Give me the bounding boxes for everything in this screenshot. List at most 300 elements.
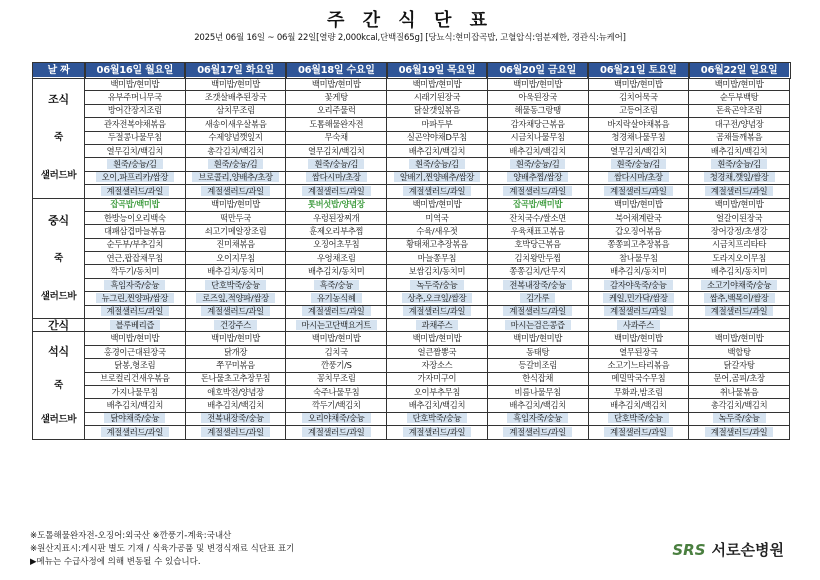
dinner-menu-item [588,426,689,439]
dinner-row [33,426,790,439]
menu-item-text: 백미밥/현미밥 [613,78,663,89]
dinner-menu-item [185,372,286,385]
lunch-menu-item [387,278,488,291]
menu-item-text: 계절샐러드/과일 [503,186,572,196]
lunch-menu-item [286,238,387,251]
breakfast-menu-item [185,131,286,144]
dinner-menu-item [85,412,186,425]
menu-item-text: 소고기느타리볶음 [607,359,670,370]
menu-item-text: 쌈다시마/초장 [608,172,669,182]
menu-item-text: 참나물무침 [619,252,658,263]
breakfast-menu-item [85,91,186,104]
menu-item-text: 계절샐러드/과일 [403,186,472,196]
lunch-menu-item [487,305,588,318]
menu-item-text: 과채주스 [416,320,459,330]
lunch-menu-item [85,265,186,278]
menu-item-text: 백미밥/현미밥 [714,78,764,89]
lunch-menu-item [588,305,689,318]
breakfast-menu-item [487,158,588,171]
menu-item-text: 백미밥/현미밥 [412,333,462,344]
weekly-menu-table [32,62,790,440]
menu-item-text: 계절샐러드/과일 [201,186,270,196]
menu-item-text: 흰죽/숭늉/김 [208,159,264,169]
dinner-menu-item [588,359,689,372]
meal-label-porridge: 죽 [54,379,63,391]
menu-item-text: 전복내장죽/숭늉 [201,413,270,423]
lunch-menu-item [85,252,186,265]
menu-item-text: 계절샐러드/과일 [201,306,270,316]
menu-item-text: 청경채,깻잎/쌈장 [704,172,775,182]
menu-item-text: 소고기야채죽/숭늉 [701,280,777,290]
menu-item-text: 한방능이오리백숙 [103,212,166,223]
dinner-menu-item [689,359,790,372]
menu-item-text: 꽁치무조림 [316,373,356,384]
lunch-menu-item [487,252,588,265]
lunch-menu-item [487,292,588,305]
lunch-menu-item [85,305,186,318]
lunch-row [33,225,790,238]
dinner-menu-item [387,332,488,345]
menu-item-text: 꽃게탕 [324,92,348,103]
menu-item-text: 단호박죽/숭늉 [205,280,266,290]
menu-item-text: 문어,곰피/초장 [713,373,765,384]
menu-item-text: 깍두기/백김치 [311,400,361,411]
menu-item-text: 총각김치/백김치 [207,145,264,156]
menu-item-text: 떡만두국 [220,212,251,223]
dinner-menu-item [588,345,689,358]
menu-item-text: 얼큰짬뽕국 [417,346,457,357]
lunch-menu-item [588,211,689,224]
lunch-row [33,198,790,211]
breakfast-row [33,171,790,184]
menu-item-text: 비름나물무침 [514,386,561,397]
menu-item-text: 김치국 [324,346,348,357]
breakfast-menu-item [588,118,689,131]
snack-row [33,319,790,332]
meal-label-salad: 샐러드바 [40,290,77,302]
dinner-menu-item [286,426,387,439]
menu-item-text: 대구전/양념장 [714,118,764,129]
menu-item-text: 시금치프리타타 [712,239,767,250]
lunch-menu-item [185,198,286,211]
menu-item-text: 계절샐러드/과일 [705,306,774,316]
menu-item-text: 계절샐러드/과일 [302,427,371,437]
menu-item-text: 우엉채조림 [316,252,356,263]
breakfast-row [33,91,790,104]
menu-item-text: 우육채표고볶음 [510,225,565,236]
header-row [33,63,790,78]
breakfast-menu-item [487,118,588,131]
lunch-menu-item [689,252,790,265]
snack-menu-item [487,319,588,332]
breakfast-menu-item [85,185,186,198]
menu-item-text: 흑죽/숭늉 [314,280,359,290]
breakfast-menu-item [588,91,689,104]
menu-item-text: 계절샐러드/과일 [705,427,774,437]
dinner-menu-item [689,399,790,412]
menu-item-text: 시래기된장국 [413,92,461,103]
menu-item-text: 진미채볶음 [216,239,255,250]
menu-item-text: 닭살갯잎볶음 [413,105,461,116]
breakfast-menu-item [286,104,387,117]
dinner-menu-item [387,359,488,372]
dinner-menu-item [588,399,689,412]
lunch-menu-item [487,278,588,291]
dinner-menu-item [689,332,790,345]
dinner-menu-item [286,412,387,425]
breakfast-menu-item [85,131,186,144]
dinner-menu-item [689,412,790,425]
menu-item-text: 마시는검은콩즙 [505,320,571,330]
menu-item-text: 쫑쫑김치/단무지 [509,266,566,277]
menu-item-text: 수제양념깻잎지 [208,132,263,143]
menu-item-text: 두절콩나물무침 [107,132,162,143]
dinner-menu-item [689,372,790,385]
menu-item-text: 녹두죽/숭늉 [410,280,463,290]
breakfast-menu-item [387,91,488,104]
dinner-menu-item [286,359,387,372]
breakfast-menu-item [588,158,689,171]
lunch-menu-item [487,198,588,211]
menu-item-text: 브로컬리건새우볶음 [100,373,170,384]
dinner-menu-item [387,412,488,425]
menu-item-text: 전복내장죽/숭늉 [503,280,572,290]
lunch-menu-item [387,198,488,211]
menu-item-text: 조갯살배추된장국 [204,92,267,103]
lunch-menu-item [588,198,689,211]
breakfast-menu-item [286,91,387,104]
page-subtitle: 2025년 06월 16일 ~ 06월 22일[열량 2,000kcal,단백질65g] [당뇨식:현미잡곡밥, 고혈압식:염분제한, 경관식:뉴케어] [194,33,626,43]
dinner-menu-item [487,372,588,385]
lunch-menu-item [588,225,689,238]
menu-item-text: 바지락살야채볶음 [607,118,670,129]
dinner-menu-item [387,385,488,398]
meal-label-dinner: 석식 [48,345,69,359]
breakfast-menu-item [185,91,286,104]
day-header: 06월22일 일요일 [689,63,790,78]
menu-item-text: 양배추찜/쌈장 [507,172,568,182]
menu-item-text: 연근,팝잡채무침 [106,252,164,263]
menu-item-text: 배추김치/백김치 [207,400,264,411]
lunch-menu-item [185,292,286,305]
lunch-menu-item [286,211,387,224]
menu-item-text: 아욱된장국 [518,92,557,103]
menu-item-text: 배추김치/동치미 [710,266,768,277]
menu-item-text: 무화과,밤조림 [614,386,663,397]
menu-item-text: 계절샐러드/과일 [101,427,170,437]
menu-item-text: 배추김치/백김치 [408,400,466,411]
menu-item-text: 쌈추,백목이/쌈장 [704,293,775,303]
breakfast-menu-item [487,104,588,117]
menu-item-text: 상추,오크잎/쌈장 [402,293,473,303]
dinner-menu-item [487,426,588,439]
menu-item-text: 김치어묵국 [619,92,658,103]
menu-item-text: 흑임자죽/숭늉 [104,280,165,290]
menu-item-text: 고등어조림 [619,105,658,116]
breakfast-menu-item [689,144,790,157]
lunch-menu-item [689,225,790,238]
lunch-menu-item [487,211,588,224]
menu-item-text: 계절샐러드/과일 [302,186,371,196]
footer-note-1: ※도톨해물완자전-오징어:외국산 ※깐풍기-계육:국내산 [30,531,232,541]
breakfast-menu-item [487,185,588,198]
menu-item-text: 돈나물초고추장무침 [200,373,271,384]
lunch-row [33,252,790,265]
menu-item-text: 미역국 [425,212,449,223]
dinner-menu-item [185,359,286,372]
menu-item-text: 오이지무침 [216,252,255,263]
menu-item-text: 백미밥/현미밥 [110,333,160,344]
lunch-row [33,265,790,278]
lunch-menu-item [387,265,488,278]
menu-item-text: 배추김치/백김치 [509,400,566,411]
menu-item-text: 계절샐러드/과일 [705,186,774,196]
breakfast-menu-item [689,78,790,91]
menu-item-text: 우렁된장찌개 [313,212,360,223]
menu-item-text: 무숙채 [324,132,348,143]
menu-item-text: 녹두죽/숭늉 [713,413,766,423]
menu-item-text: 백미밥/현미밥 [311,78,361,89]
breakfast-row [33,144,790,157]
menu-item-text: 마시는고단백요거트 [296,320,377,330]
menu-item-text: 장어강정/초생강 [710,225,768,236]
breakfast-menu-item [689,104,790,117]
menu-item-text: 곰채들깨볶음 [715,132,763,143]
breakfast-menu-item [286,131,387,144]
snack-label-cell: 간식 [33,319,85,332]
menu-item-text: 쇠고기메알장조림 [204,225,267,236]
lunch-menu-item [185,305,286,318]
meal-label-lunch: 중식 [48,213,69,227]
menu-item-text: 잡곡밥/백미밥 [110,199,160,210]
menu-item-text: 계절샐러드/과일 [403,306,472,316]
menu-item-text: 북어채계란국 [615,212,662,223]
day-header: 06월20일 금요일 [487,63,588,78]
menu-item-text: 톳버섯밥/양념장 [307,199,365,210]
menu-item-text: 백미밥/현미밥 [513,333,563,344]
menu-item-text: 순두부/부추김치 [106,239,164,250]
breakfast-menu-item [588,104,689,117]
lunch-menu-item [286,252,387,265]
breakfast-menu-item [85,158,186,171]
dinner-menu-item [286,385,387,398]
menu-item-text: 닭봉,형조림 [114,359,156,370]
lunch-menu-item [487,238,588,251]
menu-item-text: 청경채나물무침 [611,132,666,143]
lunch-menu-item [387,305,488,318]
menu-item-text: 오이,파프리카/쌈장 [96,172,175,182]
menu-item-text: 계절샐러드/과일 [101,186,170,196]
menu-item-text: 배추김치/백김치 [106,400,164,411]
breakfast-menu-item [689,118,790,131]
lunch-menu-item [387,238,488,251]
dinner-row [33,399,790,412]
breakfast-menu-item [689,131,790,144]
lunch-menu-item [588,252,689,265]
breakfast-menu-item [588,78,689,91]
dinner-menu-item [286,372,387,385]
breakfast-menu-item [387,131,488,144]
breakfast-menu-item [85,144,186,157]
dinner-menu-item [487,345,588,358]
breakfast-menu-item [487,91,588,104]
menu-item-text: 한식잡채 [522,373,554,384]
lunch-menu-item [387,292,488,305]
dinner-menu-item [689,426,790,439]
lunch-row [33,305,790,318]
breakfast-menu-item [185,185,286,198]
snack-menu-item [85,319,186,332]
menu-item-text: 배추김치/동치미 [610,266,667,277]
menu-item-text: 계절샐러드/과일 [604,306,673,316]
menu-item-text: 블루베리즙 [110,320,161,330]
meal-label-porridge: 죽 [54,252,63,264]
breakfast-menu-item [387,185,488,198]
menu-item-text: 백미밥/현미밥 [211,199,260,210]
breakfast-menu-item [588,185,689,198]
lunch-menu-item [387,225,488,238]
breakfast-menu-item [588,171,689,184]
menu-item-text: 계절샐러드/과일 [201,427,270,437]
menu-item-text: 대패삼겹마늘볶음 [103,225,166,236]
footer-note-3: ▶메뉴는 수급사정에 의해 변동될 수 있습니다. [30,557,201,567]
menu-item-text: 시금치나물무침 [510,132,565,143]
lunch-menu-item [85,278,186,291]
lunch-menu-item [286,305,387,318]
menu-item-text: 등갈비조림 [518,359,557,370]
dinner-row [33,372,790,385]
breakfast-menu-item [588,144,689,157]
menu-item-text: 김치왕만두찜 [514,252,561,263]
menu-item-text: 새송이새우살볶음 [204,118,267,129]
menu-item-text: 백미밥/현미밥 [513,78,563,89]
menu-item-text: 흰죽/숭늉/김 [308,159,364,169]
menu-item-text: 애호박전/양념장 [207,386,264,397]
meal-label-breakfast: 조식 [48,93,69,107]
lunch-menu-item [588,278,689,291]
breakfast-menu-item [588,131,689,144]
menu-item-text: 호박당근볶음 [514,239,561,250]
menu-item-text: 계절샐러드/과일 [604,427,673,437]
menu-item-text: 백미밥/현미밥 [613,199,663,210]
lunch-menu-item [487,225,588,238]
lunch-menu-item [85,211,186,224]
meal-label-porridge: 죽 [54,132,63,144]
menu-item-text: 닭개장 [223,346,248,357]
breakfast-menu-item [387,118,488,131]
breakfast-menu-item [387,171,488,184]
dinner-menu-item [85,385,186,398]
menu-item-text: 감자채당근볶음 [510,118,565,129]
menu-item-text: 훈제오리부추찜 [309,225,364,236]
day-header: 06월17일 화요일 [185,63,286,78]
menu-item-text: 도톰해물완자전 [309,118,364,129]
snack-menu-item [387,319,488,332]
hospital-logo [672,539,784,560]
menu-item-text: 배추김치/백김치 [509,145,566,156]
dinner-label-cell [33,332,85,439]
dinner-menu-item [487,412,588,425]
hospital-name: 서로손병원 [711,541,784,559]
lunch-menu-item [588,265,689,278]
menu-item-text: 로즈잎,적양파/쌈장 [196,293,275,303]
menu-item-text: 닭갈자탕 [723,359,755,370]
menu-item-text: 홍경이근대된장국 [103,346,166,357]
menu-item-text: 알배기,찐양배추/쌈장 [394,172,480,182]
snack-menu-item [185,319,286,332]
lunch-menu-item [85,292,186,305]
dinner-menu-item [387,399,488,412]
menu-item-text: 관자전복야채볶음 [103,118,166,129]
breakfast-menu-item [387,144,488,157]
lunch-menu-item [185,211,286,224]
menu-item-text: 단호박죽/숭늉 [608,413,669,423]
dinner-menu-item [487,332,588,345]
lunch-menu-item [689,265,790,278]
lunch-menu-item [185,252,286,265]
menu-item-text: 자장소스 [421,359,453,370]
dinner-menu-item [588,372,689,385]
meal-label-salad: 샐러드바 [40,413,77,425]
menu-item-text: 실곤약야채D무침 [406,132,467,143]
meal-label-salad: 샐러드바 [40,170,77,182]
day-header: 06월21일 토요일 [588,63,689,78]
menu-item-text: 삼치무조림 [216,105,255,116]
lunch-row [33,238,790,251]
dinner-menu-item [689,385,790,398]
menu-item-text: 깐풍기/S [320,359,352,370]
menu-item-text: 백미밥/현미밥 [613,333,663,344]
breakfast-menu-item [286,118,387,131]
dinner-menu-item [689,345,790,358]
menu-item-text: 오이부추무침 [413,386,461,397]
menu-item-text: 배추김치/백김치 [408,145,466,156]
menu-item-text: 계절샐러드/과일 [604,186,673,196]
menu-item-text: 백미밥/현미밥 [211,78,260,89]
dinner-row [33,359,790,372]
dinner-row [33,412,790,425]
dinner-menu-item [185,345,286,358]
lunch-row [33,292,790,305]
breakfast-menu-item [185,104,286,117]
breakfast-row [33,104,790,117]
breakfast-row [33,118,790,131]
dinner-menu-item [185,426,286,439]
menu-item-text: 감자야욱죽/숭늉 [604,280,673,290]
breakfast-menu-item [85,118,186,131]
snack-menu-item [689,319,790,332]
menu-item-text: 뉴그린,찐양파/쌈장 [96,293,175,303]
menu-item-text: 숙주나물무침 [313,386,360,397]
breakfast-menu-item [85,104,186,117]
menu-item-text: 유기농식혜 [311,293,362,303]
breakfast-row [33,185,790,198]
dinner-row [33,332,790,345]
menu-item-text: 배추김치/백김치 [710,145,768,156]
dinner-menu-item [487,359,588,372]
breakfast-menu-item [387,78,488,91]
breakfast-row [33,78,790,91]
breakfast-menu-item [185,118,286,131]
menu-item-text: 보쌈김치/동치미 [408,266,466,277]
lunch-menu-item [487,265,588,278]
lunch-menu-item [286,265,387,278]
lunch-menu-item [185,278,286,291]
dinner-menu-item [286,399,387,412]
menu-item-text: 잡곡밥/백미밥 [513,199,563,210]
menu-item-text: 단호박죽/숭늉 [407,413,468,423]
menu-item-text: 백미밥/현미밥 [412,78,462,89]
